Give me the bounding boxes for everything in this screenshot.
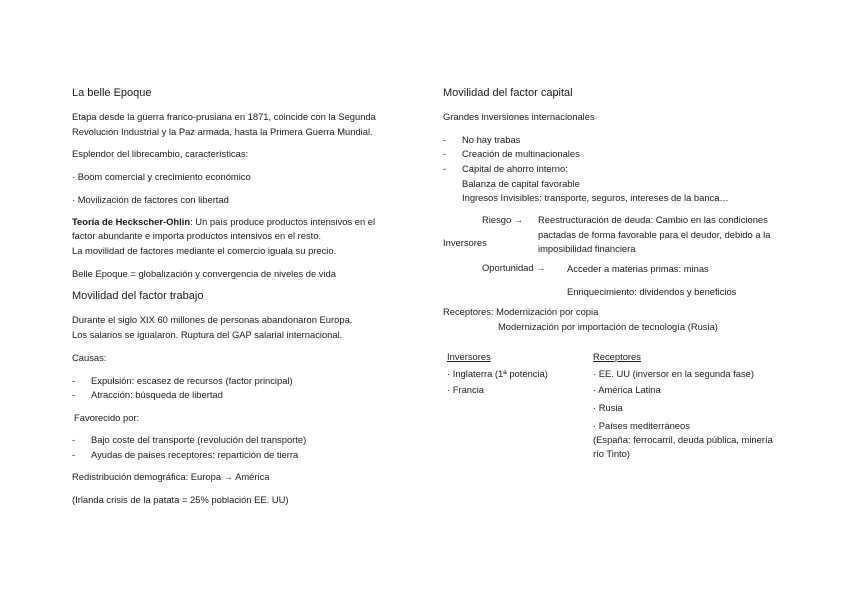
paragraph-line: Durante el siglo XIX 60 millones de personas abandonaron Europa. [72,314,353,325]
list-item: Capital de ahorro interno: [462,163,568,174]
receptores-line: Modernización por importación de tecnología (Rusia) [498,321,718,332]
inversores-heading: Inversores [447,351,491,362]
capital-title: Movilidad del factor capital [443,87,573,99]
theory-name: Teoría de Heckscher-Ohlin [72,216,191,227]
paragraph-line: Favorecido por: [74,412,140,423]
heckscher-ohlin-line [72,216,375,228]
list-item: Creación de multinacionales [462,148,580,159]
list-subitem: Balanza de capital favorable [462,178,580,189]
list-item: Atracción: búsqueda de libertad [91,389,223,400]
belle-epoque-title: La belle Epoque [72,87,152,99]
receptor-item: · EE. UU (inversor en la segunda fase) [593,368,755,379]
paragraph-line: Belle Epoque = globalización y convergencia de niveles de vida [72,268,336,279]
dash-marker: - [72,389,76,400]
receptores-line: Receptores: Modernización por copia [443,306,599,317]
bullet-item: · Boom comercial y crecimiento económico [72,171,251,182]
list-item: Ayudas de países receptores: repartición de tierra [91,449,299,460]
receptor-item: · Rusia [593,402,623,413]
list-item: Bajo coste del transporte (revolución del transporte) [91,434,307,445]
paragraph-line: La movilidad de factores mediante el comercio iguala su precio. [72,245,337,256]
dash-marker: - [443,163,447,174]
oportunidad-text: Acceder a materias primas: minas [567,263,709,274]
dash-marker: - [72,449,76,460]
riesgo-text: Reestructuración de deuda: Cambio en las condiciones [538,214,768,225]
dash-marker: - [443,134,447,145]
paragraph-line: Los salarios se igualaron. Ruptura del GAP salarial internacional. [72,329,343,340]
paragraph-line: Grandes inversiones internacionales [443,111,595,122]
receptor-item: · Países mediterráneos [593,420,690,431]
paragraph-line: factor abundante e importa productos intensivos en el resto. [72,230,322,241]
receptores-heading: Receptores [593,351,641,362]
riesgo-text: imposibilidad financiera [538,243,636,254]
bullet-item: · Movilización de factores con libertad [72,194,229,205]
inversor-item: · Inglaterra (1ª potencia) [447,368,548,379]
list-item: Expulsión: escasez de recursos (factor principal) [91,375,293,386]
receptor-subitem: río Tinto) [593,448,630,459]
paragraph-line: Revolución Industrial y la Paz armada, hasta la Primera Guerra Mundial. [72,126,373,137]
inversor-item: · Francia [447,384,484,395]
riesgo-text: pactadas de forma favorable para el deudor, debido a la [538,229,771,240]
paragraph-line: Etapa desde la guerra franco-prusiana en 1871, coincide con la Segunda [72,111,376,122]
receptor-subitem: (España: ferrocarril, deuda pública, minería [593,434,773,445]
dash-marker: - [443,148,447,159]
oportunidad-text: Enriquecimiento: dividendos y beneficios [567,286,737,297]
paragraph-line: Causas: [72,352,107,363]
trabajo-title: Movilidad del factor trabajo [72,290,204,302]
list-item: No hay trabas [462,134,521,145]
dash-marker: - [72,375,76,386]
paragraph-line: Esplendor del librecambio, características: [72,148,249,159]
list-subitem: Ingresos Invisibles: transporte, seguros, intereses de la banca… [462,192,729,203]
riesgo-label: Riesgo → [482,214,524,225]
paragraph-line: (Irlanda crisis de la patata = 25% población EE. UU) [72,494,289,505]
inversores-side-label: Inversores [443,237,487,248]
theory-text: : Un país produce productos intensivos en el [190,216,376,227]
receptor-item: · América Latina [593,384,661,395]
paragraph-line: Redistribución demográfica: Europa → América [72,471,270,482]
dash-marker: - [72,434,76,445]
oportunidad-label: Oportunidad → [482,262,546,273]
